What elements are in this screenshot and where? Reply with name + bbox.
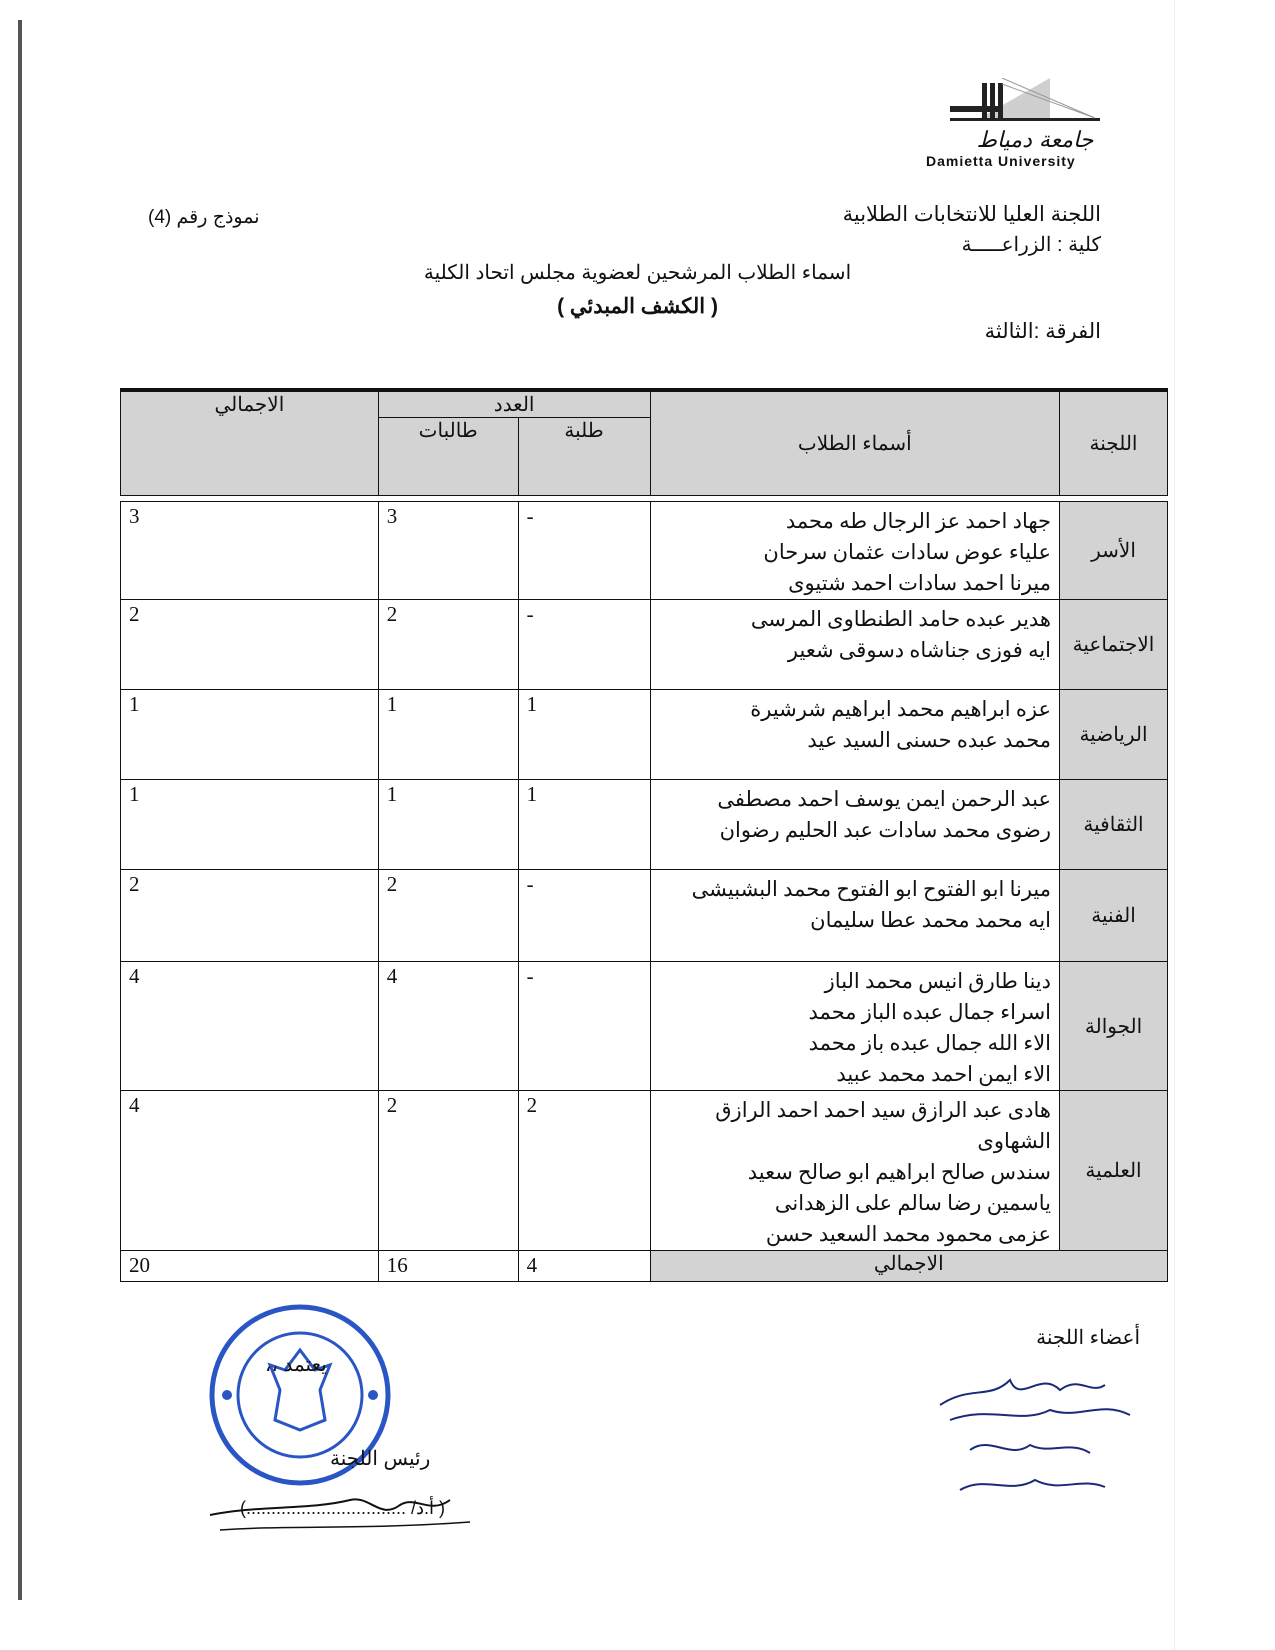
header-total: الاجمالي (121, 392, 379, 496)
row-total: 1 (121, 780, 379, 870)
table-row (121, 600, 1168, 690)
table-row (121, 962, 1168, 1091)
chair-signature (200, 1470, 500, 1550)
header-female: طالبات (378, 418, 518, 496)
student-name: رضوى محمد سادات عبد الحليم رضوان (719, 818, 1052, 842)
table-body (121, 502, 1168, 1282)
student-name: ميرنا ابو الفتوح ابو الفتوح محمد البشبيشى (691, 877, 1052, 901)
row-male: - (518, 870, 650, 962)
page-subtitle: ( الكشف المبدئي ) (557, 295, 718, 318)
row-male: 2 (518, 1091, 650, 1251)
student-name: ايه فوزى جناشاه دسوقى شعير (787, 638, 1052, 662)
university-name-en: Damietta University (926, 153, 1076, 169)
chair-name-line: ( أ.د/ ................................) (240, 1498, 446, 1518)
scan-edge-right (1174, 0, 1175, 1650)
student-name: جهاد احمد عز الرجال طه محمد (785, 509, 1052, 533)
row-committee: الاجتماعية (1060, 600, 1168, 690)
page-title: اسماء الطلاب المرشحين لعضوية مجلس اتحاد الكلية (423, 262, 852, 284)
form-number: نموذج رقم (4) (148, 207, 260, 228)
year-label: الفرقة :الثالثة (984, 320, 1101, 343)
table-row (121, 1091, 1168, 1251)
university-name-ar: جامعة دمياط (976, 128, 1094, 153)
row-committee: الفنية (1060, 870, 1168, 962)
table-row (121, 502, 1168, 600)
student-name: هادى عبد الرازق سيد احمد احمد الرازق الشهاوى (715, 1098, 1052, 1153)
row-female: 1 (378, 780, 518, 870)
student-name: الاء ايمن احمد محمد عبيد (836, 1062, 1052, 1086)
row-committee: الرياضية (1060, 690, 1168, 780)
totals-male: 4 (518, 1251, 650, 1282)
student-name: علياء عوض سادات عثمان سرحان (763, 540, 1052, 564)
student-name: محمد عبده حسنى السيد عيد (807, 728, 1052, 752)
student-name: ايه محمد محمد عطا سليمان (810, 908, 1052, 932)
totals-total: 20 (121, 1251, 379, 1282)
row-committee: الجوالة (1060, 962, 1168, 1091)
row-total: 4 (121, 1091, 379, 1251)
chair-label: رئيس اللجنة (330, 1448, 431, 1470)
row-female: 4 (378, 962, 518, 1091)
student-name: عزه ابراهيم محمد ابراهيم شرشيرة (750, 697, 1052, 721)
student-name: اسراء جمال عبده الباز محمد (808, 1000, 1052, 1024)
totals-female: 16 (378, 1251, 518, 1282)
row-female: 3 (378, 502, 518, 600)
row-committee: العلمية (1060, 1091, 1168, 1251)
row-names (650, 502, 1060, 600)
student-name: عزمى محمود محمد السعيد حسن (765, 1222, 1052, 1246)
table-row (121, 870, 1168, 962)
row-committee: الثقافية (1060, 780, 1168, 870)
row-male: 1 (518, 690, 650, 780)
totals-label: الاجمالي (650, 1251, 1167, 1282)
row-total: 3 (121, 502, 379, 600)
row-names (650, 870, 1060, 962)
row-female: 2 (378, 1091, 518, 1251)
row-names (650, 1091, 1060, 1251)
row-female: 1 (378, 690, 518, 780)
student-name: ميرنا احمد سادات احمد شتيوى (788, 571, 1052, 595)
header-male: طلبة (518, 418, 650, 496)
row-male: - (518, 962, 650, 1091)
row-committee: الأسر (1060, 502, 1168, 600)
header-count: العدد (378, 392, 650, 418)
members-signatures (930, 1365, 1170, 1515)
header-committee: اللجنة (1060, 392, 1168, 496)
student-name: سندس صالح ابراهيم ابو صالح سعيد (747, 1160, 1052, 1184)
scan-edge (18, 20, 22, 1600)
table-row (121, 690, 1168, 780)
row-names (650, 690, 1060, 780)
approval-label: يعتمد ،، (265, 1354, 327, 1376)
row-total: 4 (121, 962, 379, 1091)
university-logo (920, 78, 1150, 168)
totals-row (121, 1251, 1168, 1282)
committee-heading: اللجنة العليا للانتخابات الطلابية (842, 203, 1101, 226)
header-names: أسماء الطلاب (650, 392, 1060, 496)
row-names (650, 780, 1060, 870)
table-row (121, 780, 1168, 870)
row-male: - (518, 502, 650, 600)
row-total: 2 (121, 600, 379, 690)
faculty-label: كلية : الزراعـــــة (961, 234, 1101, 256)
student-name: عبد الرحمن ايمن يوسف احمد مصطفى (717, 787, 1052, 811)
members-label: أعضاء اللجنة (1036, 1327, 1140, 1349)
row-names (650, 600, 1060, 690)
student-name: ياسمين رضا سالم على الزهدانى (774, 1191, 1052, 1215)
student-name: الاء الله جمال عبده باز محمد (808, 1031, 1052, 1055)
row-male: - (518, 600, 650, 690)
student-name: هدير عبده حامد الطنطاوى المرسى (750, 607, 1052, 631)
table-header (121, 392, 1168, 502)
candidates-table (120, 391, 1168, 1282)
row-male: 1 (518, 780, 650, 870)
row-names (650, 962, 1060, 1091)
row-female: 2 (378, 870, 518, 962)
row-female: 2 (378, 600, 518, 690)
row-total: 1 (121, 690, 379, 780)
student-name: دينا طارق انيس محمد الباز (824, 969, 1052, 993)
row-total: 2 (121, 870, 379, 962)
